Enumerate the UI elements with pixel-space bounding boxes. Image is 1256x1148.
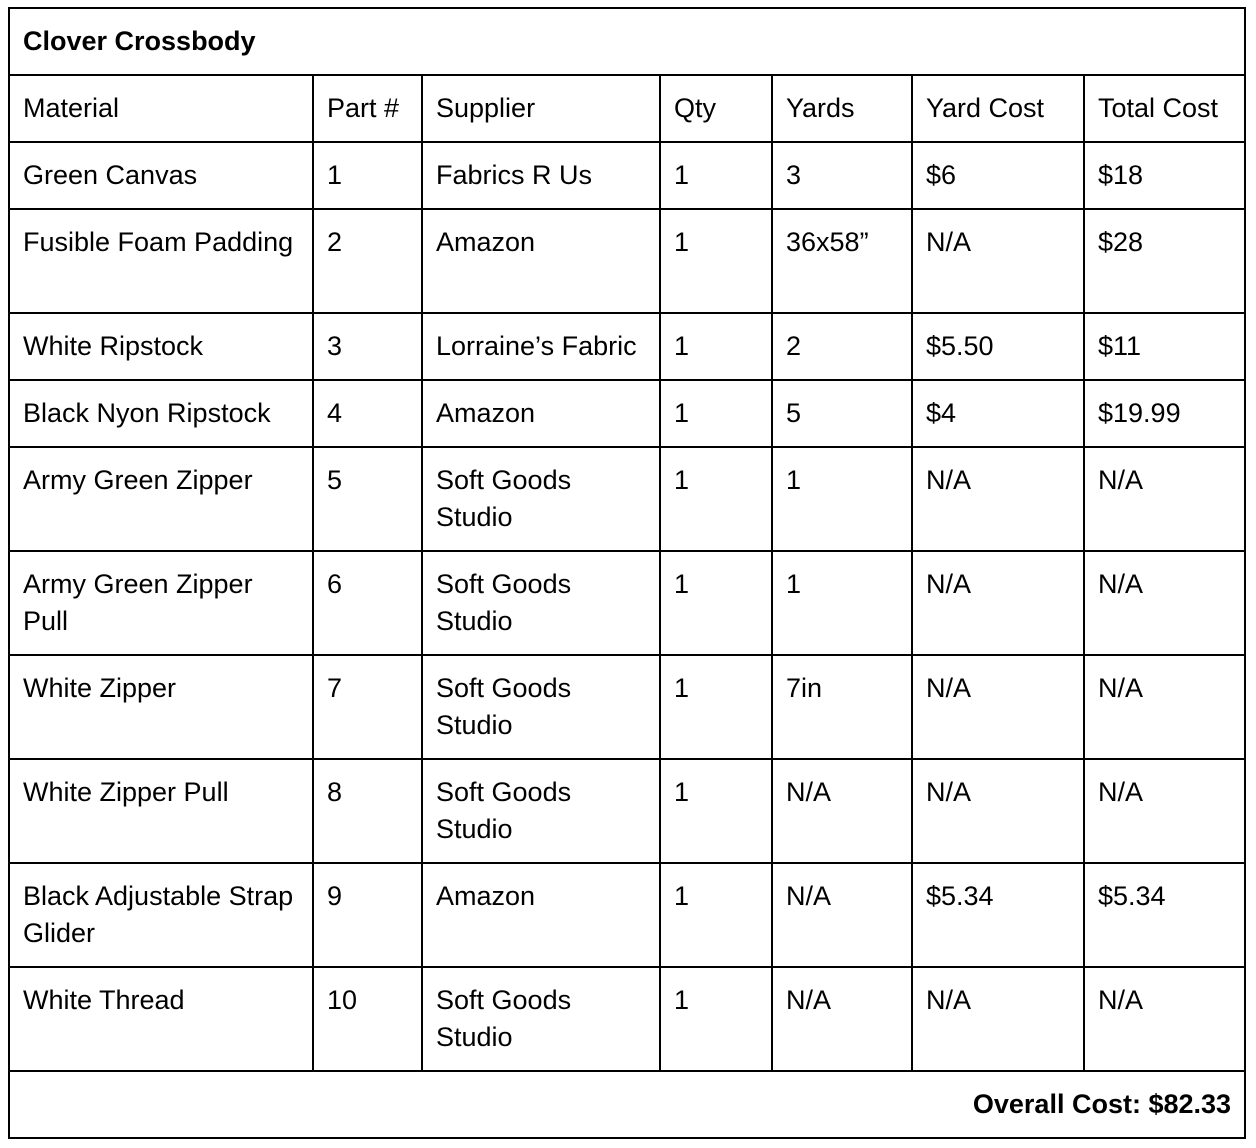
cell-yards: 5 <box>772 380 912 447</box>
column-header-material: Material <box>9 75 313 142</box>
cell-material: White Zipper <box>9 655 313 759</box>
cell-total-cost: $19.99 <box>1084 380 1245 447</box>
cell-supplier: Soft Goods Studio <box>422 967 660 1071</box>
table-title: Clover Crossbody <box>9 8 1245 75</box>
cell-supplier: Soft Goods Studio <box>422 447 660 551</box>
cell-yard-cost: $6 <box>912 142 1084 209</box>
cell-yard-cost: N/A <box>912 209 1084 313</box>
table-row <box>9 551 1245 655</box>
cell-part-number: 10 <box>313 967 422 1071</box>
cell-material: Green Canvas <box>9 142 313 209</box>
table-title-row <box>9 8 1245 75</box>
column-header-yards: Yards <box>772 75 912 142</box>
cell-yard-cost: $5.34 <box>912 863 1084 967</box>
cell-part-number: 6 <box>313 551 422 655</box>
cell-total-cost: $5.34 <box>1084 863 1245 967</box>
cell-material: Black Adjustable Strap Glider <box>9 863 313 967</box>
table-row <box>9 967 1245 1071</box>
cell-part-number: 7 <box>313 655 422 759</box>
cell-qty: 1 <box>660 142 772 209</box>
table-row <box>9 313 1245 380</box>
table-row <box>9 447 1245 551</box>
cell-total-cost: $11 <box>1084 313 1245 380</box>
cell-material: Black Nyon Ripstock <box>9 380 313 447</box>
cell-yards: 7in <box>772 655 912 759</box>
column-header-yard-cost: Yard Cost <box>912 75 1084 142</box>
cell-total-cost: N/A <box>1084 447 1245 551</box>
cell-supplier: Amazon <box>422 863 660 967</box>
cell-material: White Ripstock <box>9 313 313 380</box>
cell-material: Army Green Zipper <box>9 447 313 551</box>
cell-yard-cost: N/A <box>912 759 1084 863</box>
cell-part-number: 8 <box>313 759 422 863</box>
cell-qty: 1 <box>660 759 772 863</box>
cell-supplier: Soft Goods Studio <box>422 551 660 655</box>
cell-yards: 3 <box>772 142 912 209</box>
cell-yards: N/A <box>772 759 912 863</box>
cell-total-cost: $18 <box>1084 142 1245 209</box>
cell-material: Fusible Foam Padding <box>9 209 313 313</box>
column-header-total-cost: Total Cost <box>1084 75 1245 142</box>
cell-part-number: 9 <box>313 863 422 967</box>
cell-qty: 1 <box>660 447 772 551</box>
bill-of-materials-sheet <box>8 7 1246 1139</box>
cell-qty: 1 <box>660 967 772 1071</box>
cell-supplier: Fabrics R Us <box>422 142 660 209</box>
cell-yard-cost: N/A <box>912 551 1084 655</box>
cell-part-number: 3 <box>313 313 422 380</box>
cell-qty: 1 <box>660 655 772 759</box>
cell-yard-cost: $4 <box>912 380 1084 447</box>
cell-yards: N/A <box>772 967 912 1071</box>
cell-part-number: 5 <box>313 447 422 551</box>
cell-total-cost: N/A <box>1084 759 1245 863</box>
column-header-supplier: Supplier <box>422 75 660 142</box>
cell-qty: 1 <box>660 313 772 380</box>
cell-yards: 36x58” <box>772 209 912 313</box>
cell-part-number: 2 <box>313 209 422 313</box>
table-row <box>9 863 1245 967</box>
table-row <box>9 655 1245 759</box>
cell-yards: N/A <box>772 863 912 967</box>
cell-supplier: Soft Goods Studio <box>422 655 660 759</box>
cell-qty: 1 <box>660 209 772 313</box>
cell-total-cost: $28 <box>1084 209 1245 313</box>
cell-yard-cost: N/A <box>912 655 1084 759</box>
cell-yard-cost: N/A <box>912 967 1084 1071</box>
cell-yards: 1 <box>772 447 912 551</box>
table-row <box>9 209 1245 313</box>
cell-qty: 1 <box>660 380 772 447</box>
cell-total-cost: N/A <box>1084 655 1245 759</box>
cell-supplier: Amazon <box>422 380 660 447</box>
table-footer-row <box>9 1071 1245 1138</box>
cell-material: Army Green Zipper Pull <box>9 551 313 655</box>
column-header-qty: Qty <box>660 75 772 142</box>
cell-part-number: 1 <box>313 142 422 209</box>
cell-yard-cost: N/A <box>912 447 1084 551</box>
cell-supplier: Lorraine’s Fabric <box>422 313 660 380</box>
cell-qty: 1 <box>660 551 772 655</box>
cell-qty: 1 <box>660 863 772 967</box>
overall-cost-total: Overall Cost: $82.33 <box>9 1071 1245 1138</box>
table-row <box>9 380 1245 447</box>
cell-yards: 2 <box>772 313 912 380</box>
table-row <box>9 142 1245 209</box>
cell-total-cost: N/A <box>1084 967 1245 1071</box>
cell-material: White Thread <box>9 967 313 1071</box>
materials-table <box>8 7 1246 1139</box>
cell-yards: 1 <box>772 551 912 655</box>
cell-material: White Zipper Pull <box>9 759 313 863</box>
cell-supplier: Soft Goods Studio <box>422 759 660 863</box>
column-header-part-number: Part # <box>313 75 422 142</box>
table-row <box>9 759 1245 863</box>
cell-supplier: Amazon <box>422 209 660 313</box>
table-header-row <box>9 75 1245 142</box>
cell-part-number: 4 <box>313 380 422 447</box>
cell-yard-cost: $5.50 <box>912 313 1084 380</box>
cell-total-cost: N/A <box>1084 551 1245 655</box>
